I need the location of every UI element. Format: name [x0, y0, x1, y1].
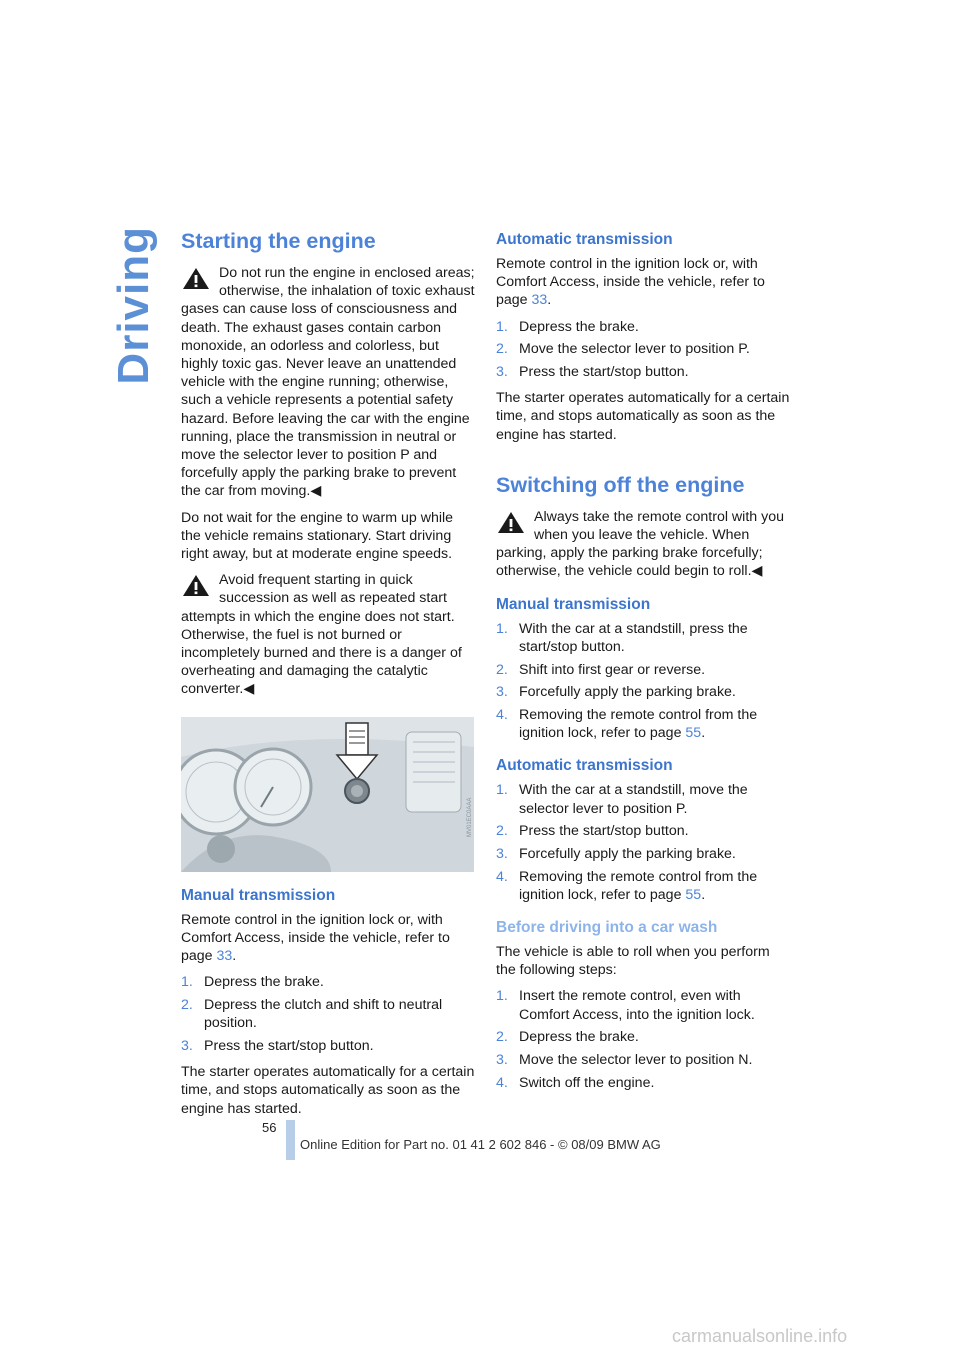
page-link-55[interactable]: 55: [685, 725, 702, 742]
page-link-55[interactable]: 55: [685, 886, 702, 903]
section-title-switching-off: Switching off the engine: [496, 472, 745, 497]
page-number: 56: [262, 1120, 277, 1135]
warning-text-leaving: Before leaving the car with the engine running, place the transmission in neutral or move the selector lever to position P and forcefully apply the parking brake to prevent the car from moving.: [181, 410, 470, 500]
list-item: 4. Switch off the engine.: [496, 1074, 655, 1091]
carwash-steps: [496, 987, 790, 1092]
footer-accent-bar: [286, 1120, 295, 1160]
paragraph-auto-outro: The starter operates automatically for a certain time, and stops automatically as soon as the engine has started.: [496, 390, 790, 443]
list-item: 4. Removing the remote control from the ignition lock, refer to page 55.: [496, 868, 758, 903]
list-item: 2. Move the selector lever to position P.: [496, 341, 750, 358]
list-item: 3. Press the start/stop button.: [496, 364, 689, 381]
dashboard-illustration: [181, 717, 474, 872]
list-item: 2. Depress the brake.: [496, 1029, 639, 1046]
warning-triangle-icon: [181, 266, 211, 291]
warning-triangle-icon: [181, 573, 211, 598]
warning-text-exhaust: Do not run the engine in enclosed areas; otherwise, the inhalation of toxic exhaust gases can cause loss of consciousness and death. The exhaust gases contain carbon monoxide, an odorless and colorless, but highly toxic gas. Never leave an unattended vehicle with the engine running; otherwise, such a vehicle represents a potential safety hazard.: [181, 265, 475, 427]
list-item: 1. Depress the brake.: [496, 318, 639, 335]
section-title-starting: Starting the engine: [181, 229, 376, 253]
auto-off-steps: [496, 781, 790, 904]
warning-block-remote: [496, 508, 790, 581]
end-mark: ◀: [243, 681, 255, 698]
end-mark: ◀: [310, 483, 322, 500]
page-link-33[interactable]: 33: [216, 948, 233, 965]
paragraph-manual-outro: The starter operates automatically for a certain time, and stops automatically as soon as the engine has started.: [181, 1064, 475, 1117]
subtitle-manual-off: Manual transmission: [496, 595, 651, 613]
list-item: 1. With the car at a standstill, move the selector lever to position P.: [496, 782, 748, 817]
paragraph-auto-intro: Remote control in the ignition lock or, with Comfort Access, inside the vehicle, refer to page 33.: [496, 256, 765, 309]
end-mark: ◀: [751, 563, 763, 580]
right-column: [496, 226, 790, 1100]
left-column: [181, 226, 475, 1126]
subtitle-automatic-start: Automatic transmission: [496, 231, 673, 248]
list-item: 4. Removing the remote control from the ignition lock, refer to page 55.: [496, 706, 758, 742]
list-item: 3. Forcefully apply the parking brake.: [496, 845, 736, 862]
list-item: 3. Press the start/stop button.: [181, 1037, 374, 1054]
list-item: 2. Shift into first gear or reverse.: [496, 661, 706, 678]
manual-off-steps: [496, 620, 790, 743]
list-item: 1. Insert the remote control, even with Comfort Access, into the ignition lock.: [496, 988, 755, 1023]
page-link-33[interactable]: 33: [531, 292, 548, 309]
warning-triangle-icon: [496, 510, 526, 535]
list-item: 2. Depress the clutch and shift to neutral position.: [181, 996, 443, 1032]
svg-text:MV01EC0AAA: MV01EC0AAA: [467, 797, 473, 837]
warning-text-remote: Always take the remote control with you when you leave the vehicle.: [534, 508, 784, 544]
list-item: 3. Move the selector lever to position N.: [496, 1052, 753, 1069]
subtitle-manual-transmission: Manual transmission: [181, 886, 336, 904]
subtitle-car-wash: Before driving into a car wash: [496, 919, 718, 937]
paragraph-manual-intro: Remote control in the ignition lock or, with Comfort Access, inside the vehicle, refer to page 33.: [181, 911, 450, 965]
paragraph-warm-up: Do not wait for the engine to warm up while the vehicle remains stationary. Start driving right away, but at moderate engine speeds.: [181, 509, 454, 563]
watermark: carmanualsonline.info: [672, 1326, 848, 1346]
paragraph-carwash-intro: The vehicle is able to roll when you perform the following steps:: [496, 944, 770, 979]
warning-block-frequent-start: [181, 571, 475, 698]
list-item: 1. Depress the brake.: [181, 974, 324, 991]
manual-start-steps: [181, 973, 475, 1055]
list-item: 1. With the car at a standstill, press the start/stop button.: [496, 620, 748, 655]
auto-start-steps: [496, 318, 790, 382]
subtitle-automatic-off: Automatic transmission: [496, 757, 673, 775]
warning-text-parking: When parking, apply the parking brake forcefully; otherwise, the vehicle could begin to roll.: [496, 527, 763, 580]
edition-footer: Online Edition for Part no. 01 41 2 602 846 - © 08/09 BMW AG: [300, 1137, 661, 1152]
warning-block-exhaust: [181, 264, 475, 501]
list-item: 3. Forcefully apply the parking brake.: [496, 684, 736, 701]
chapter-side-tab: Driving: [109, 226, 158, 385]
warning-text-frequent-start: Avoid frequent starting in quick succession as well as repeated start attempts in which the engine does not start. Otherwise, the fuel is not burned or incompletely burned and there is a danger of overheating and damaging the catalytic converter.: [181, 572, 462, 698]
list-item: 2. Press the start/stop button.: [496, 823, 689, 840]
